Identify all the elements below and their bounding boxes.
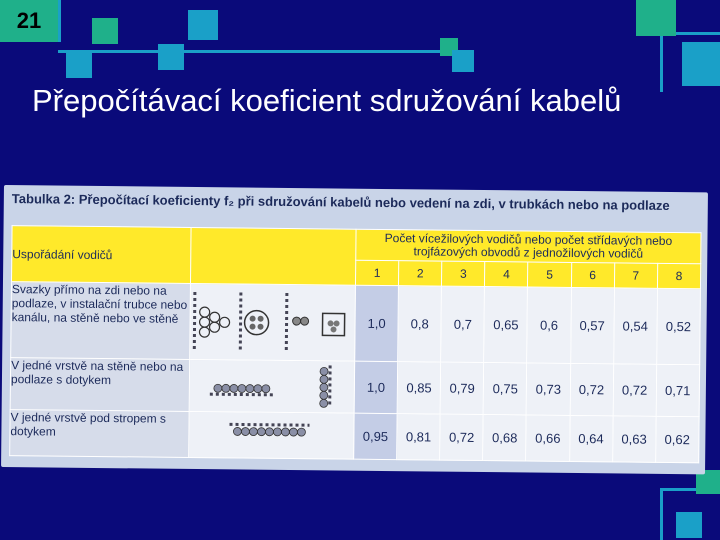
value-cell: 0,65: [484, 287, 528, 363]
row-label: Svazky přímo na zdi nebo na podlaze, v instalační trubce nebo kanálu, na stěně nebo ve stěně: [11, 282, 191, 360]
value-cell: 0,85: [397, 362, 441, 414]
slide-number: 21: [0, 0, 58, 42]
row-label: V jedné vrstvě na stěně nebo na podlaze s dotykem: [10, 358, 190, 412]
row-label: V jedné vrstvě pod stropem s dotykem: [10, 410, 189, 458]
value-cell: 0,73: [527, 363, 571, 415]
decor-square: [66, 52, 92, 78]
table-photo: [1, 185, 708, 474]
bundle-diagram: [190, 283, 356, 361]
column-number: 2: [399, 261, 442, 286]
decor-square: [676, 512, 702, 538]
decor-square: [636, 0, 676, 36]
column-number: 7: [614, 263, 657, 288]
table-row: [10, 410, 699, 463]
column-number: 4: [485, 262, 528, 287]
slide-title: Přepočítávací koeficient sdružování kabelů: [32, 83, 622, 118]
value-cell: 0,72: [570, 363, 614, 415]
ceiling-cable-icon: [189, 412, 353, 456]
decor-square: [92, 18, 118, 44]
ceiling-layer-diagram: [189, 411, 354, 459]
value-cell: 0,63: [612, 416, 656, 462]
value-cell: 0,52: [656, 288, 700, 364]
arrangement-header: Uspořádání vodičů: [11, 226, 191, 284]
column-number: 1: [355, 260, 398, 285]
value-cell: 0,75: [483, 363, 527, 415]
coefficient-table: [9, 225, 701, 463]
value-cell: 0,81: [397, 414, 441, 460]
value-cell: 0,72: [440, 414, 484, 460]
value-cell: 0,54: [613, 288, 657, 364]
table-caption: Tabulka 2: Přepočítací koeficienty f₂ při sdružování kabelů nebo vedení na zdi, v trubkách nebo na podlaze: [11, 191, 670, 213]
value-cell: 0,71: [656, 364, 700, 416]
decor-square: [188, 10, 218, 40]
column-number: 8: [657, 263, 700, 288]
value-cell: 0,8: [398, 286, 442, 362]
decor-square: [452, 50, 474, 72]
value-cell: 0,57: [570, 287, 614, 363]
count-header: Počet vícežilových vodičů nebo počet střídavých nebo trojfázových obvodů z jednožilových vodičů: [356, 229, 701, 264]
value-cell: 0,79: [440, 362, 484, 414]
value-cell: 0,62: [655, 416, 699, 462]
value-cell: 1,0: [355, 285, 399, 361]
column-number: 5: [528, 262, 571, 287]
table-row: [10, 358, 700, 417]
decor-line-bottom-v: [660, 488, 663, 540]
value-cell: 0,7: [441, 286, 485, 362]
bundled-cables-icon: [190, 284, 355, 358]
table-row: [11, 282, 701, 365]
value-cell: 0,6: [527, 287, 571, 363]
value-cell: 0,95: [354, 413, 398, 459]
decor-square: [158, 44, 184, 70]
value-cell: 0,72: [613, 364, 657, 416]
decor-line-left: [58, 0, 61, 42]
column-number: 3: [442, 261, 485, 286]
value-cell: 1,0: [354, 361, 398, 413]
value-cell: 0,66: [526, 415, 570, 461]
decor-line-top: [58, 50, 470, 53]
image-header: [190, 227, 356, 285]
single-layer-wall-diagram: [189, 359, 355, 413]
value-cell: 0,64: [569, 415, 613, 461]
value-cell: 0,68: [483, 415, 527, 461]
cable-row-icon: [190, 360, 354, 410]
decor-square: [682, 42, 720, 86]
column-number: 6: [571, 262, 614, 287]
